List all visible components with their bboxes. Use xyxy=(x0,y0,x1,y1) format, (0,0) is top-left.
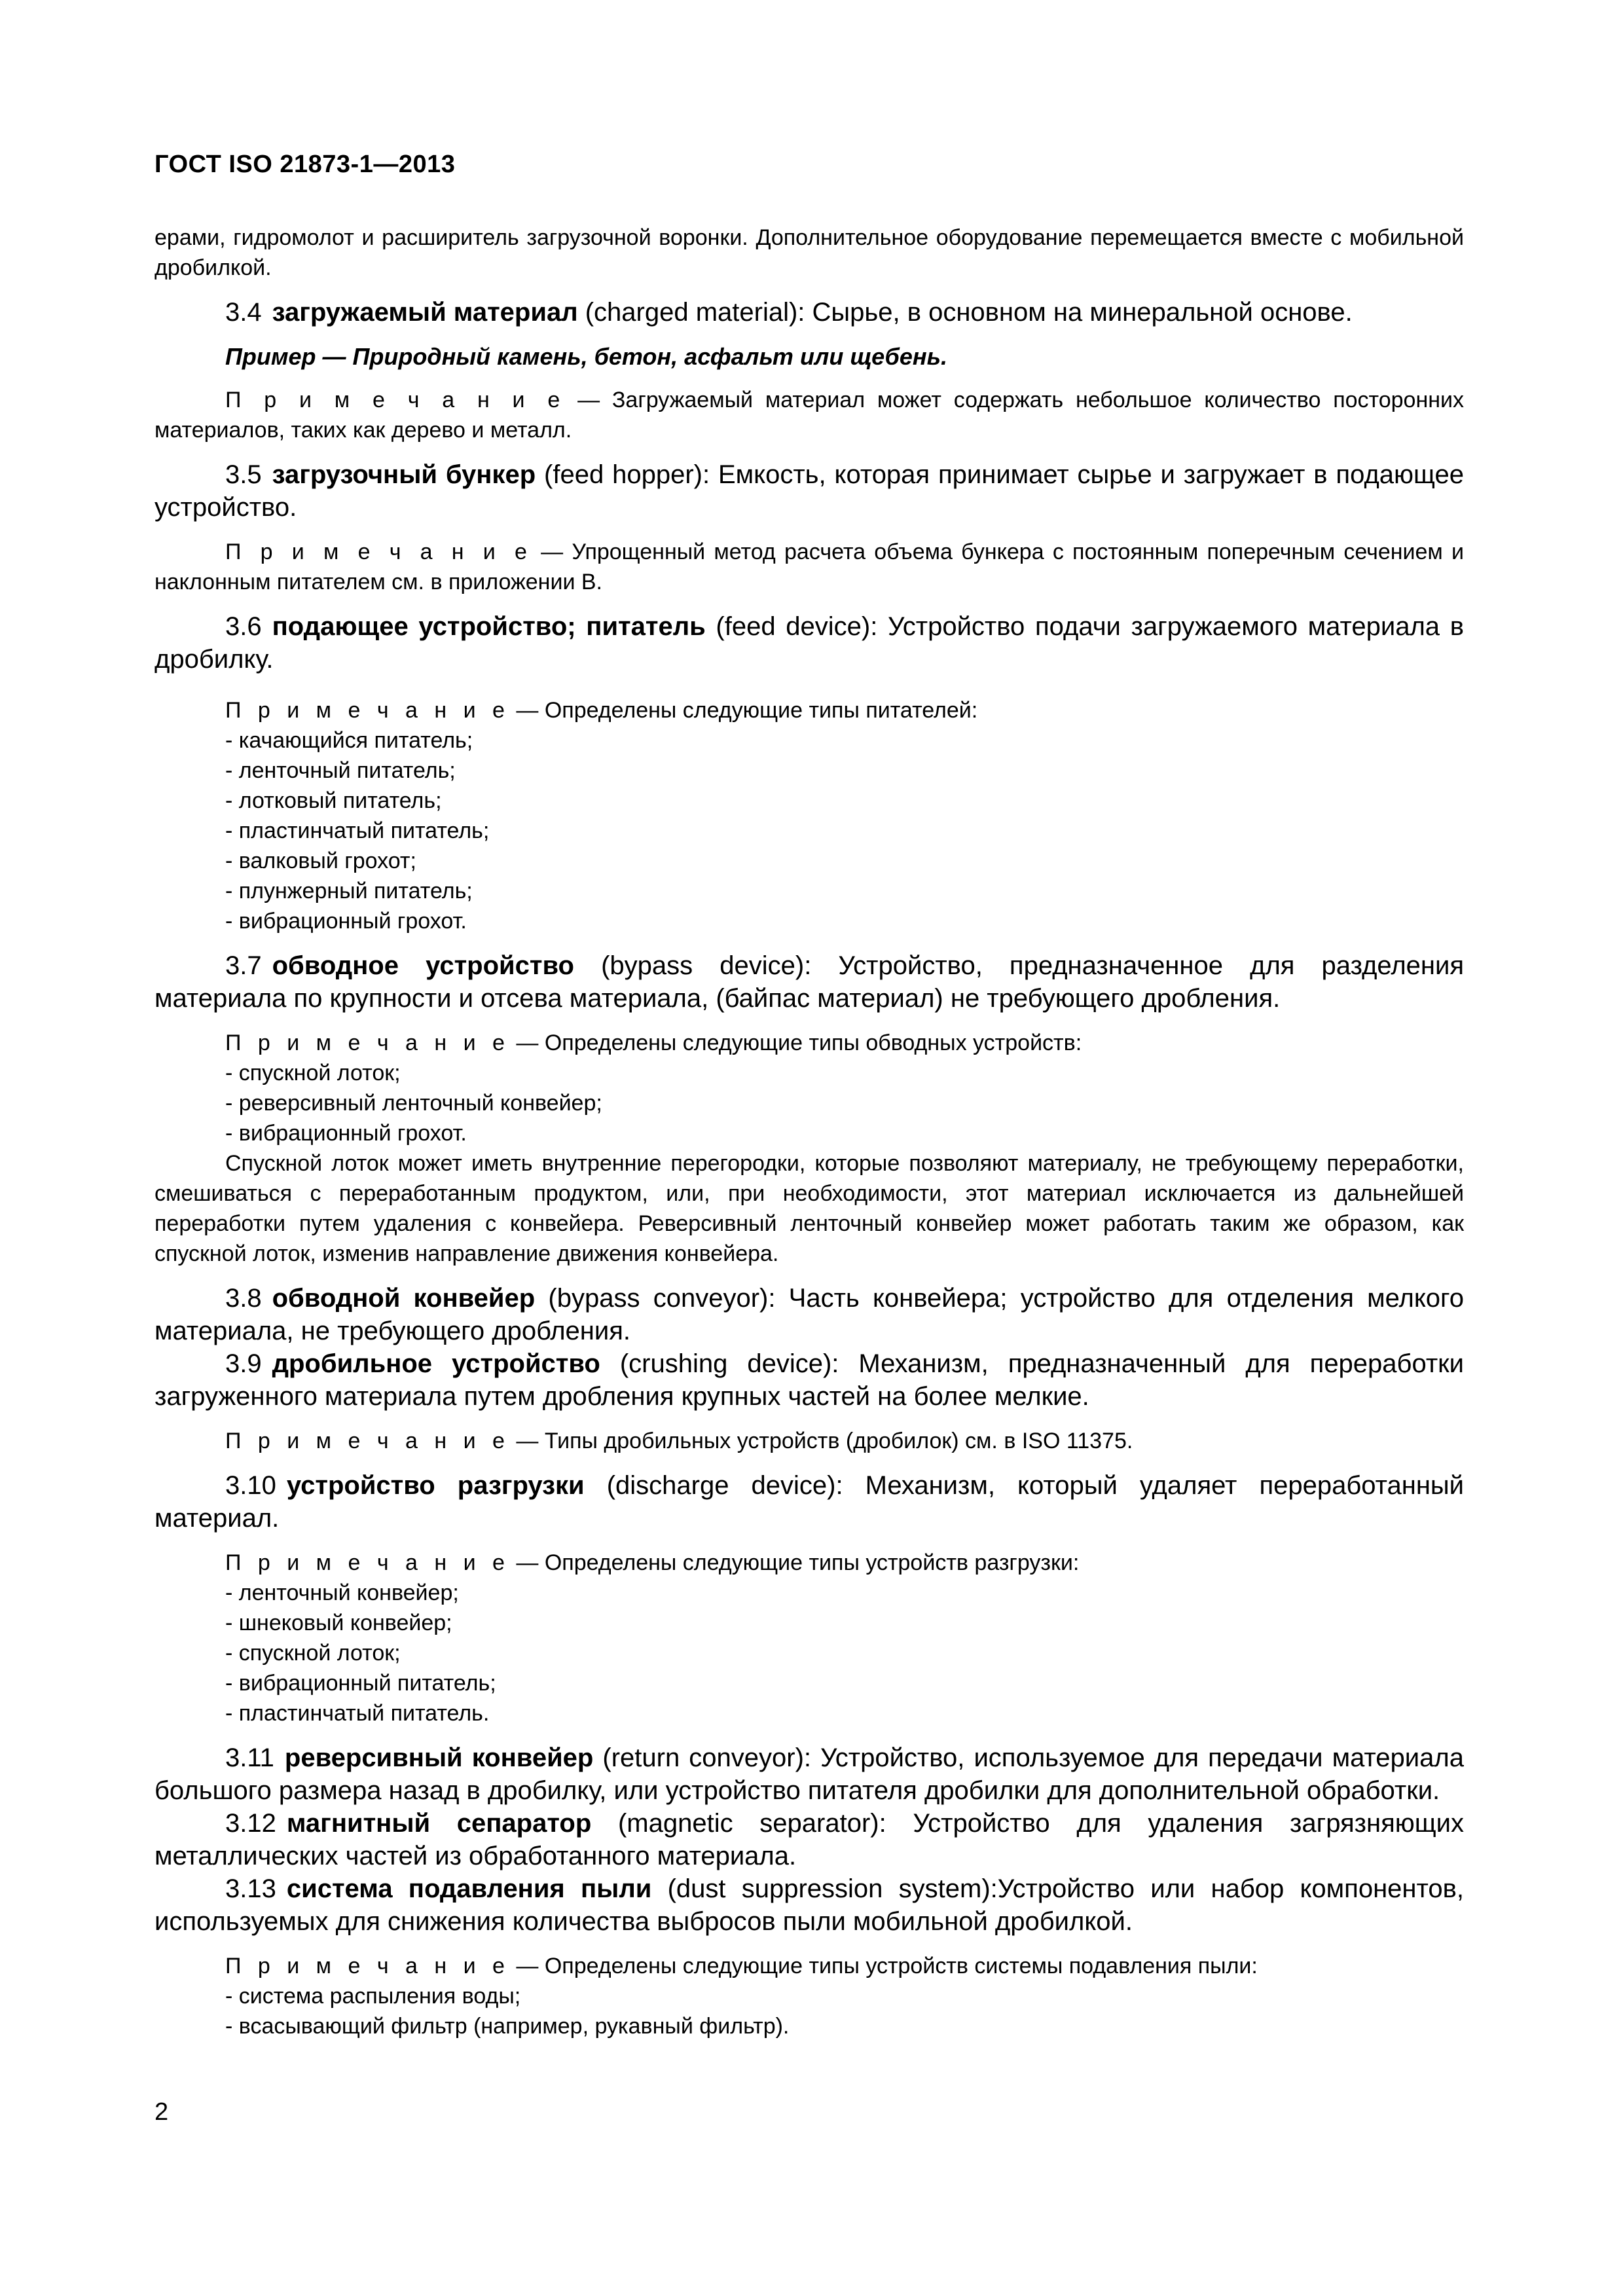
note-label: П р и м е ч а н и е xyxy=(225,698,510,723)
term-3-9 xyxy=(155,1347,1464,1413)
note-text: — Определены следующие типы устройств системы подавления пыли: xyxy=(516,1954,1258,1978)
term-3-10 xyxy=(155,1469,1464,1535)
list-item: - валковый грохот; xyxy=(225,848,416,873)
note-3-6 xyxy=(155,695,1464,725)
term-name: загружаемый материал xyxy=(272,298,578,327)
note-text: — Определены следующие типы обводных устройств: xyxy=(516,1030,1082,1055)
term-definition: (dust suppression system):Устройство или набор компонентов, используемых для снижения количества выбросов пыли мобильной дробилкой. xyxy=(155,1874,1464,1936)
note-text: — Загружаемый материал может содержать небольшое количество посторонних материалов, таких как дерево и металл. xyxy=(155,388,1464,443)
list-item: - вибрационный грохот. xyxy=(225,909,467,934)
intro-paragraph: ерами, гидромолот и расширитель загрузочной воронки. Дополнительное оборудование перемещается вместе с мобильной дробилкой. xyxy=(155,225,1464,280)
note-3-4 xyxy=(155,385,1464,445)
term-definition: (feed hopper): Емкость, которая принимает сырье и загружает в подающее устройство. xyxy=(155,460,1464,522)
list-item: - реверсивный ленточный конвейер; xyxy=(225,1091,602,1116)
term-3-6 xyxy=(155,610,1464,676)
bypass-types-list xyxy=(155,1058,1464,1148)
term-3-4 xyxy=(155,296,1464,329)
term-number: 3.10 xyxy=(225,1471,276,1500)
term-number: 3.6 xyxy=(225,612,262,641)
term-3-12 xyxy=(155,1807,1464,1872)
term-definition: (discharge device): Механизм, который удаляет переработанный материал. xyxy=(155,1471,1465,1533)
term-number: 3.13 xyxy=(225,1874,276,1903)
note-3-13 xyxy=(155,1951,1464,1981)
note-text: — Упрощенный метод расчета объема бункера с постоянным поперечным сечением и наклонным питателем см. в приложении В. xyxy=(155,539,1464,594)
term-name: обводное устройство xyxy=(272,951,574,980)
term-definition: (charged material): Сырье, в основном на минеральной основе. xyxy=(585,298,1353,327)
dust-suppression-types-list xyxy=(155,1981,1464,2041)
term-definition: (crushing device): Механизм, предназначенный для переработки загруженного материала путем дробления крупных частей на более мелкие. xyxy=(155,1349,1464,1411)
feeder-types-list xyxy=(155,725,1464,936)
note-label: П р и м е ч а н и е xyxy=(225,1954,510,1978)
term-name: дробильное устройство xyxy=(272,1349,600,1378)
list-item: - ленточный конвейер; xyxy=(225,1580,459,1605)
term-number: 3.7 xyxy=(225,951,262,980)
note-3-9 xyxy=(155,1426,1464,1456)
note-label: П р и м е ч а н и е xyxy=(225,1429,510,1453)
note-paragraph-3-7: Спускной лоток может иметь внутренние перегородки, которые позволяют материалу, не требующему переработки, смешиваться с переработанным продуктом, или, при необходимости, этот материал исключается из дальнейшей переработки путем удаления с конвейера. Реверсивный ленточный конвейер может работать таким же образом, как спускной лоток, изменив направление движения конвейера. xyxy=(155,1151,1464,1266)
page-number: 2 xyxy=(155,2098,169,2126)
term-name: устройство разгрузки xyxy=(286,1471,585,1500)
discharge-types-list xyxy=(155,1578,1464,1728)
term-name: загрузочный бункер xyxy=(272,460,536,489)
term-name: подающее устройство; питатель xyxy=(272,612,706,641)
note-3-5 xyxy=(155,537,1464,597)
term-3-13 xyxy=(155,1872,1464,1938)
note-text: — Определены следующие типы питателей: xyxy=(516,698,978,723)
term-number: 3.9 xyxy=(225,1349,262,1378)
term-name: обводной конвейер xyxy=(272,1284,536,1313)
term-number: 3.5 xyxy=(225,460,262,489)
term-3-5 xyxy=(155,458,1464,524)
term-definition: (feed device): Устройство подачи загружаемого материала в дробилку. xyxy=(155,612,1464,674)
list-item: - вибрационный питатель; xyxy=(225,1671,496,1696)
term-name: система подавления пыли xyxy=(286,1874,652,1903)
list-item: - вибрационный грохот. xyxy=(225,1121,467,1146)
note-label: П р и м е ч а н и е xyxy=(225,1550,510,1575)
list-item: - пластинчатый питатель. xyxy=(225,1701,490,1726)
note-text: — Типы дробильных устройств (дробилок) см. в ISO 11375. xyxy=(516,1429,1133,1453)
term-number: 3.11 xyxy=(225,1743,274,1772)
term-number: 3.4 xyxy=(225,298,262,327)
note-3-7 xyxy=(155,1028,1464,1058)
term-3-8 xyxy=(155,1282,1464,1347)
term-name: реверсивный конвейер xyxy=(284,1743,594,1772)
list-item: - плунжерный питатель; xyxy=(225,879,473,903)
term-number: 3.8 xyxy=(225,1284,262,1313)
term-name: магнитный сепаратор xyxy=(286,1809,592,1838)
note-label: П р и м е ч а н и е xyxy=(225,539,532,564)
list-item: - спускной лоток; xyxy=(225,1061,401,1085)
list-item: - спускной лоток; xyxy=(225,1641,401,1666)
term-definition: (magnetic separator): Устройство для удаления загрязняющих металлических частей из обработанного материала. xyxy=(155,1809,1464,1870)
list-item: - система распыления воды; xyxy=(225,1984,521,2009)
term-definition: (return conveyor): Устройство, используемое для передачи материала большого размера назад в дробилку, или устройство питателя дробилки для дополнительной обработки. xyxy=(155,1743,1464,1805)
term-definition: (bypass conveyor): Часть конвейера; устройство для отделения мелкого материала, не требующего дробления. xyxy=(155,1284,1464,1345)
list-item: - шнековый конвейер; xyxy=(225,1611,452,1635)
page-content xyxy=(155,223,1464,2041)
example-3-4: Пример — Природный камень, бетон, асфальт или щебень. xyxy=(225,343,947,370)
standard-header: ГОСТ ISO 21873-1—2013 xyxy=(155,151,456,178)
note-text: — Определены следующие типы устройств разгрузки: xyxy=(516,1550,1080,1575)
list-item: - пластинчатый питатель; xyxy=(225,818,490,843)
term-3-7 xyxy=(155,949,1464,1015)
list-item: - всасывающий фильтр (например, рукавный фильтр). xyxy=(225,2014,790,2039)
note-3-10 xyxy=(155,1548,1464,1578)
term-3-11 xyxy=(155,1741,1464,1807)
note-label: П р и м е ч а н и е xyxy=(225,388,566,412)
note-label: П р и м е ч а н и е xyxy=(225,1030,510,1055)
list-item: - ленточный питатель; xyxy=(225,758,456,783)
term-number: 3.12 xyxy=(225,1809,276,1838)
term-definition: (bypass device): Устройство, предназначенное для разделения материала по крупности и отсева материала, (байпас материал) не требующего дробления. xyxy=(155,951,1465,1013)
list-item: - качающийся питатель; xyxy=(225,728,473,753)
list-item: - лотковый питатель; xyxy=(225,788,442,813)
